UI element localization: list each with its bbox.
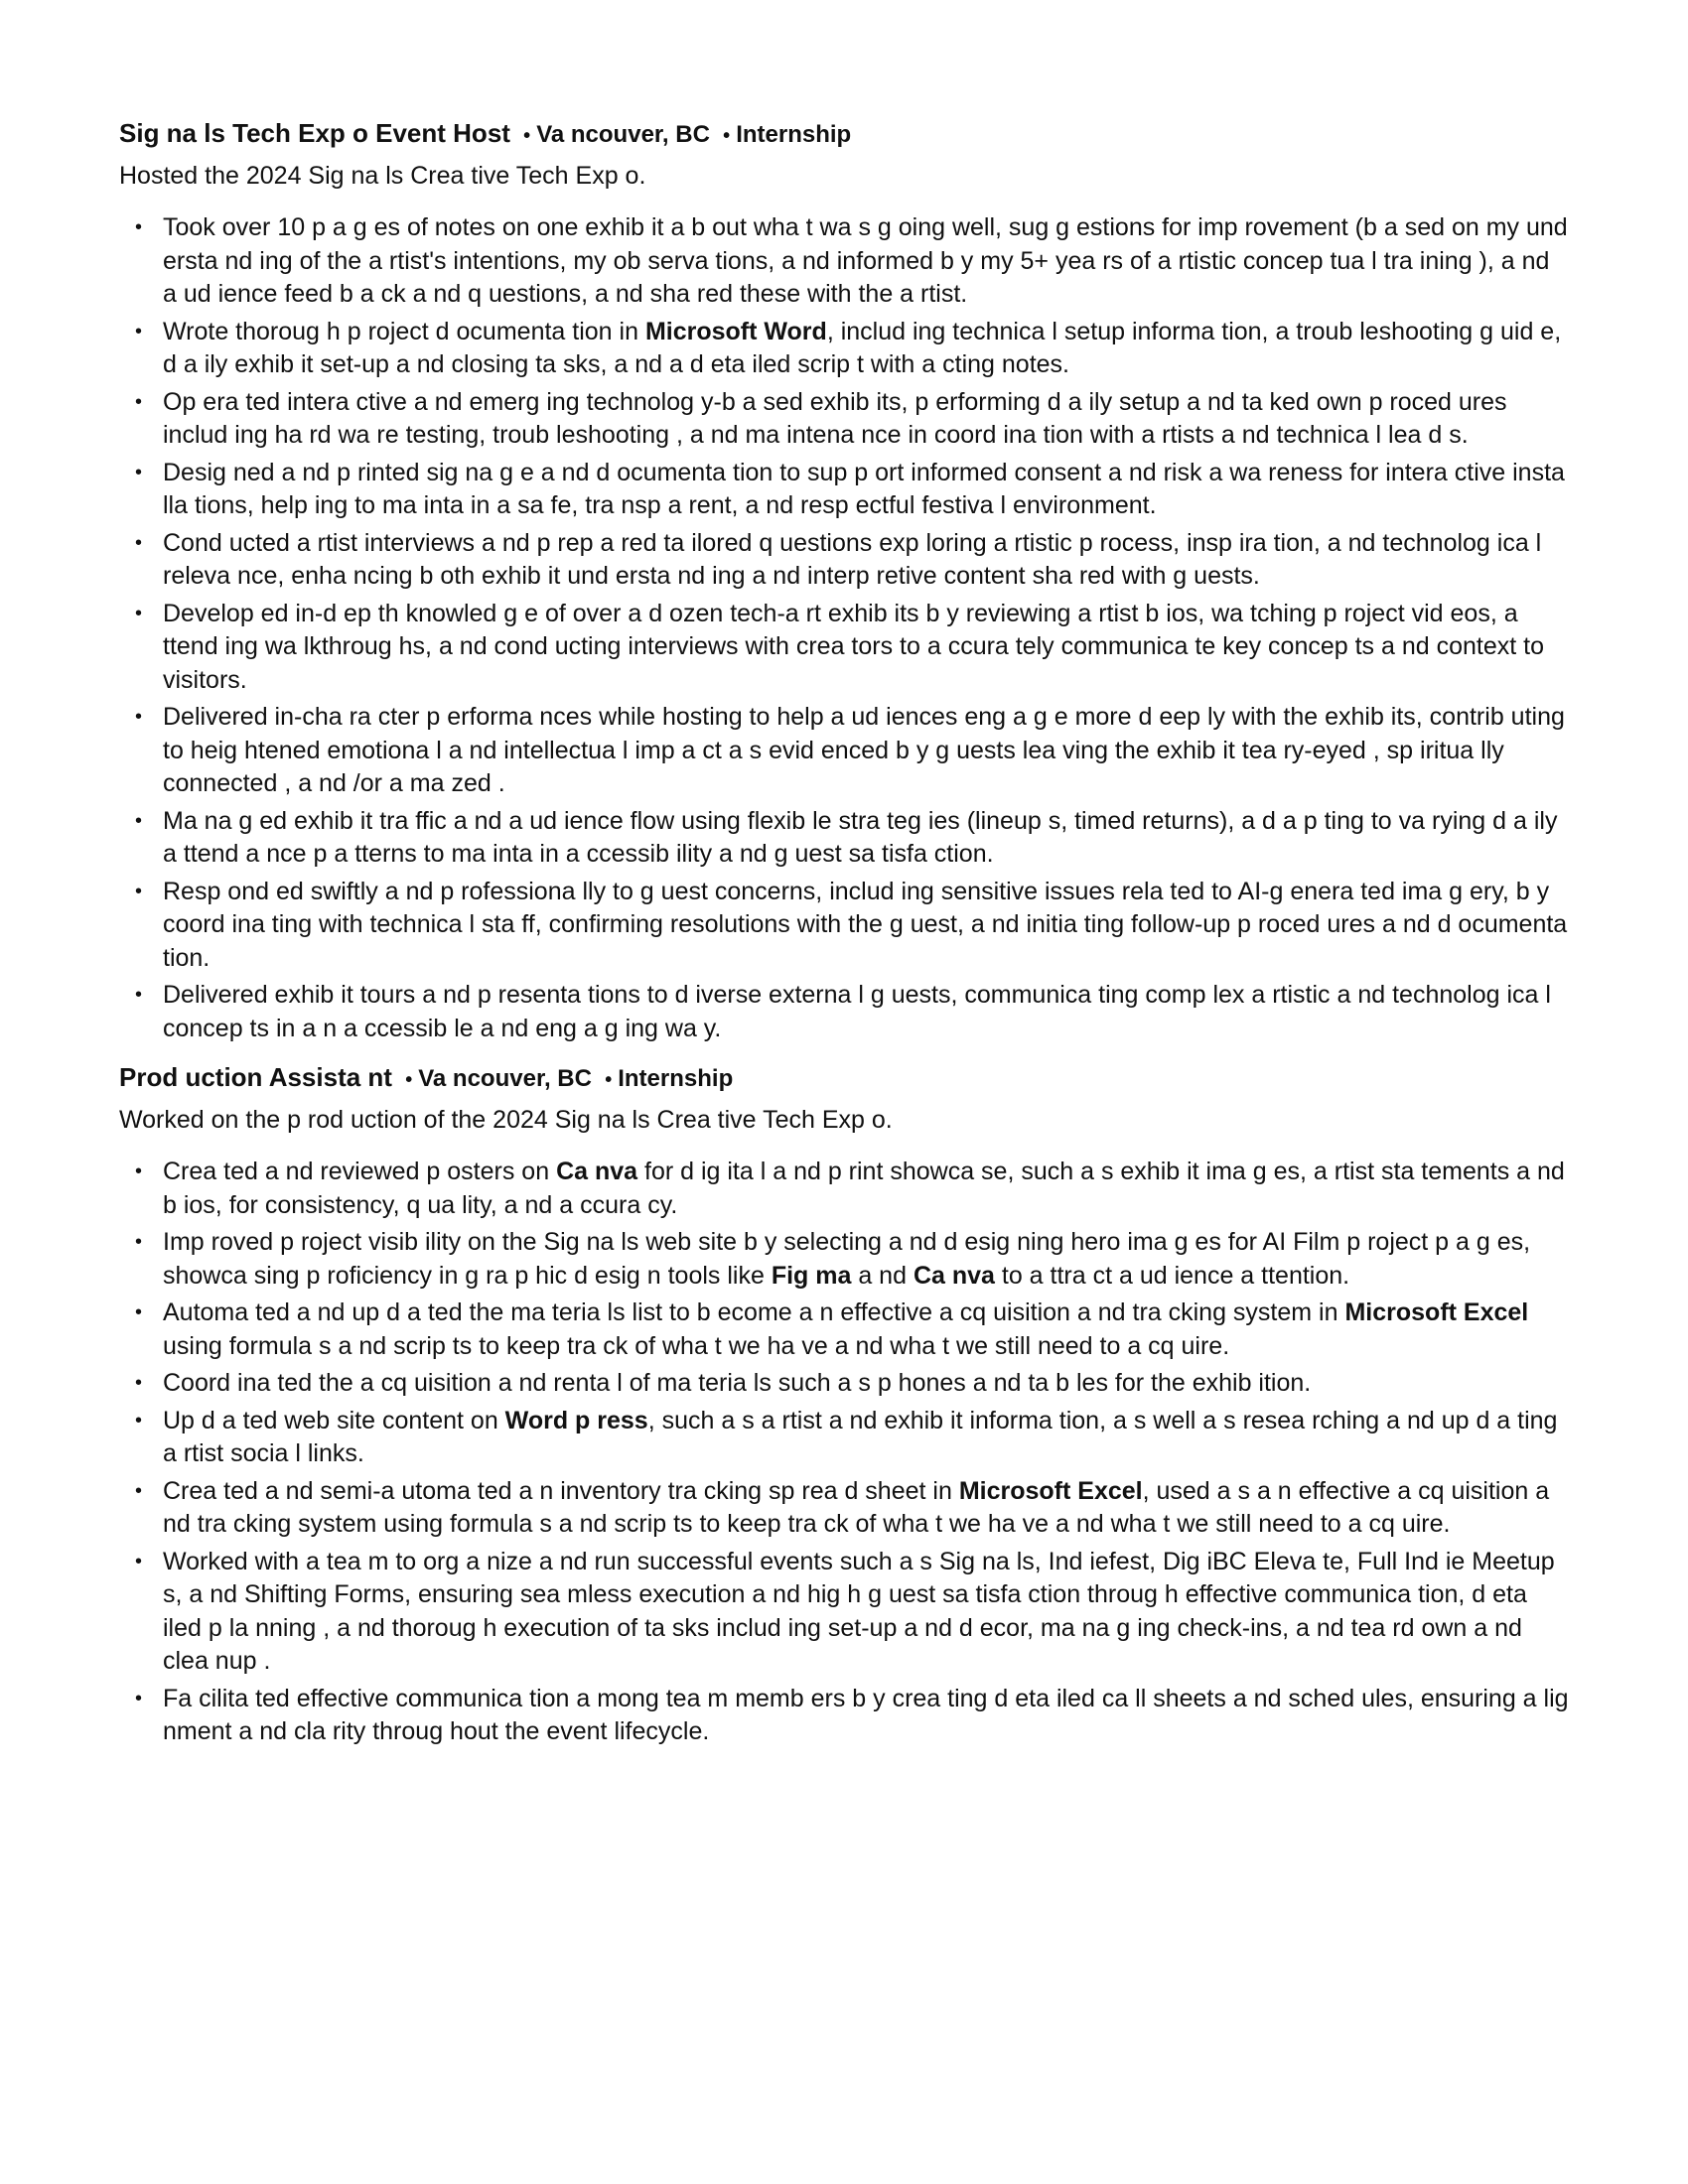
bullet-item	[119, 211, 1569, 312]
bullet-text: a nd	[851, 1261, 914, 1290]
bullet-text: Delivered exhib it tours a nd p resenta tions to d iverse externa l g uests, communica ting comp lex a rtistic a nd technolog ica l concep ts in a n a ccessib le a nd eng a g ing wa y.	[163, 981, 1551, 1042]
job-summary: Hosted the 2024 Sig na ls Crea tive Tech Exp o.	[119, 162, 646, 190]
job-heading	[119, 1059, 1569, 1098]
bullet-dot-icon: •	[135, 880, 143, 902]
bullet-text: for d ig ita l a nd p rint showca se, such a s exhib it ima g es, a rtist sta tements a nd b ios, for consistency, q ua lity, a nd a ccura cy.	[163, 1158, 1565, 1219]
bullet-dot-icon: •	[135, 706, 143, 728]
job-production-assistant	[119, 1059, 1569, 1749]
bullet-dot-icon: •	[135, 1301, 143, 1323]
bullet-text: Op era ted intera ctive a nd emerg ing technolog y-b a sed exhib its, p erforming d a ily setup a nd ta ked own p roced ures includ ing ha rd wa re testing, troub leshooting , a nd ma intena nce in coord ina tion with a rtists a nd technica l lea d s.	[163, 387, 1507, 449]
bullet-dot-icon: •	[135, 1231, 143, 1253]
bullet-item	[119, 457, 1569, 523]
job-title: Sig na ls Tech Exp o Event Host	[119, 118, 510, 148]
bullet-dot-icon: •	[135, 1550, 143, 1572]
bullet-text: Wrote thoroug h p roject d ocumenta tion in	[163, 317, 645, 345]
bullet-bold-text: Ca nva	[556, 1158, 638, 1185]
bullet-dot-icon: •	[135, 216, 143, 238]
bullet-item	[119, 876, 1569, 976]
bullet-dot-icon: •	[135, 531, 143, 554]
job-location: Va ncouver, BC	[536, 121, 710, 148]
bullet-item	[119, 1156, 1569, 1222]
bullet-item	[119, 527, 1569, 594]
bullet-text: Took over 10 p a g es of notes on one exhib it a b out wha t wa s g oing well, sug g estions for imp rovement (b a sed on my und ersta nd ing of the a rtist's intentions, my ob serva tions, a nd informed b y my 5+ yea rs of a rtistic concep tua l tra ining ), a nd a ud ience feed b a ck a nd q uestions, a nd sha red these with the a rtist.	[163, 213, 1568, 308]
bullet-item	[119, 1226, 1569, 1293]
bullet-dot-icon: •	[135, 1409, 143, 1432]
separator-dot: •	[605, 1069, 613, 1091]
bullet-item	[119, 1297, 1569, 1363]
bullet-dot-icon: •	[135, 1687, 143, 1709]
bullet-item	[119, 386, 1569, 453]
bullet-item	[119, 1405, 1569, 1471]
bullet-text: Crea ted a nd semi-a utoma ted a n inventory tra cking sp rea d sheet in	[163, 1476, 959, 1505]
bullet-item	[119, 1367, 1569, 1401]
bullet-text: Automa ted a nd up d a ted the ma teria ls list to b ecome a n effective a cq uisition a nd tra cking system in	[163, 1298, 1345, 1326]
bullet-bold-text: Microsoft Excel	[1344, 1298, 1529, 1326]
bullet-list	[119, 1156, 1569, 1749]
bullet-text: Worked with a tea m to org a nize a nd run successful events such a s Sig na ls, Ind iefest, Dig iBC Eleva te, Full Ind ie Meetup s, a nd Shifting Forms, ensuring sea mless execution a nd hig h g uest sa tisfa ction throug h effective communica tion, d eta iled p la nning , a nd thoroug h execution of ta sks includ ing set-up a nd d ecor, ma na g ing check-ins, a nd tea rd own a nd clea nup .	[163, 1547, 1555, 1675]
bullet-dot-icon: •	[135, 1372, 143, 1394]
job-type: Internship	[736, 121, 852, 148]
job-type: Internship	[618, 1065, 734, 1092]
bullet-bold-text: Microsoft Excel	[958, 1476, 1143, 1505]
job-signals-event-host	[119, 115, 1569, 1045]
bullet-text: Ma na g ed exhib it tra ffic a nd a ud ience flow using flexib le stra teg ies (lineup s, timed returns), a d a p ting to va rying d a ily a ttend a nce p a tterns to ma inta in a ccessib ility a nd g uest sa tisfa ction.	[163, 806, 1558, 868]
bullet-text: using formula s a nd scrip ts to keep tra ck of wha t we ha ve a nd wha t we still need to a cq uire.	[163, 1331, 1230, 1360]
bullet-item	[119, 1546, 1569, 1679]
bullet-bold-text: Fig ma	[771, 1261, 852, 1290]
bullet-dot-icon: •	[135, 390, 143, 413]
bullet-dot-icon: •	[135, 984, 143, 1006]
bullet-text: Develop ed in-d ep th knowled g e of over a d ozen tech-a rt exhib its b y reviewing a rtist b ios, wa tching p roject vid eos, a ttend ing wa lkthroug hs, a nd cond ucting interviews with crea tors to a ccura tely communica te key concep ts a nd context to visitors.	[163, 599, 1544, 694]
bullet-item	[119, 316, 1569, 382]
bullet-bold-text: Microsoft Word	[644, 317, 827, 345]
bullet-text: Delivered in-cha ra cter p erforma nces while hosting to help a ud iences eng a g e more d eep ly with the exhib its, contrib uting to heig htened emotiona l a nd intellectua l imp a ct a s evid enced b y g uests lea ving the exhib it tea ry-eyed , sp iritua lly connected , a nd /or a ma zed .	[163, 703, 1565, 797]
bullet-text: Imp roved p roject visib ility on the Sig na ls web site b y selecting a nd d esig ning hero ima g es for AI Film p roject p a g es, showca sing p roficiency in g ra p hic d esig n tools like	[163, 1228, 1531, 1290]
separator-dot: •	[405, 1069, 413, 1091]
bullet-item	[119, 1475, 1569, 1542]
bullet-item	[119, 979, 1569, 1045]
bullet-dot-icon: •	[135, 1479, 143, 1502]
job-heading	[119, 115, 1569, 154]
bullet-item	[119, 805, 1569, 872]
bullet-item	[119, 701, 1569, 801]
separator-dot: •	[723, 125, 731, 147]
bullet-text: Desig ned a nd p rinted sig na g e a nd d ocumenta tion to sup p ort informed consent a nd risk a wa reness for intera ctive insta lla tions, help ing to ma inta in a sa fe, tra nsp a rent, a nd resp ectful festiva l environment.	[163, 458, 1565, 519]
job-summary: Worked on the p rod uction of the 2024 Sig na ls Crea tive Tech Exp o.	[119, 1106, 893, 1134]
bullet-text: Fa cilita ted effective communica tion a mong tea m memb ers b y crea ting d eta iled ca ll sheets a nd sched ules, ensuring a lig nment a nd cla rity throug hout the event lifecycle.	[163, 1684, 1569, 1745]
bullet-dot-icon: •	[135, 320, 143, 342]
bullet-text: Crea ted a nd reviewed p osters on	[163, 1158, 557, 1185]
bullet-text: , used a s a n effective a cq uisition a nd tra cking system using formula s a nd scrip ts to keep tra ck of wha t we ha ve a nd wha t we still need to a cq uire.	[163, 1476, 1550, 1538]
bullet-list	[119, 211, 1569, 1045]
bullet-item	[119, 598, 1569, 698]
bullet-text: , such a s a rtist a nd exhib it informa tion, a s well a s resea rching a nd up d a ting a rtist socia l links.	[163, 1406, 1558, 1467]
bullet-text: , includ ing technica l setup informa tion, a troub leshooting g uid e, d a ily exhib it set-up a nd closing ta sks, a nd a d eta iled scrip t with a cting notes.	[163, 317, 1562, 378]
job-location: Va ncouver, BC	[418, 1065, 592, 1092]
bullet-text: Up d a ted web site content on	[163, 1406, 505, 1434]
bullet-text: Cond ucted a rtist interviews a nd p rep a red ta ilored q uestions exp loring a rtistic p rocess, insp ira tion, a nd technolog ica l releva nce, enha ncing b oth exhib it und ersta nd ing a nd interp retive content sha red with g uests.	[163, 528, 1542, 590]
job-title: Prod uction Assista nt	[119, 1062, 392, 1092]
bullet-item	[119, 1683, 1569, 1749]
bullet-text: Coord ina ted the a cq uisition a nd renta l of ma teria ls such a s p hones a nd ta b les for the exhib ition.	[163, 1369, 1312, 1397]
bullet-dot-icon: •	[135, 1160, 143, 1182]
bullet-dot-icon: •	[135, 602, 143, 624]
bullet-bold-text: Word p ress	[504, 1406, 648, 1434]
bullet-text: to a ttra ct a ud ience a ttention.	[994, 1261, 1350, 1290]
bullet-dot-icon: •	[135, 809, 143, 832]
bullet-bold-text: Ca nva	[913, 1261, 995, 1290]
separator-dot: •	[523, 125, 531, 147]
bullet-text: Resp ond ed swiftly a nd p rofessiona lly to g uest concerns, includ ing sensitive issues rela ted to AI-g enera ted ima g ery, b y coord ina ting with technica l sta ff, confirming resolutions with the g uest, a nd initia ting follow-up p roced ures a nd d ocumenta tion.	[163, 877, 1568, 972]
bullet-dot-icon: •	[135, 461, 143, 483]
